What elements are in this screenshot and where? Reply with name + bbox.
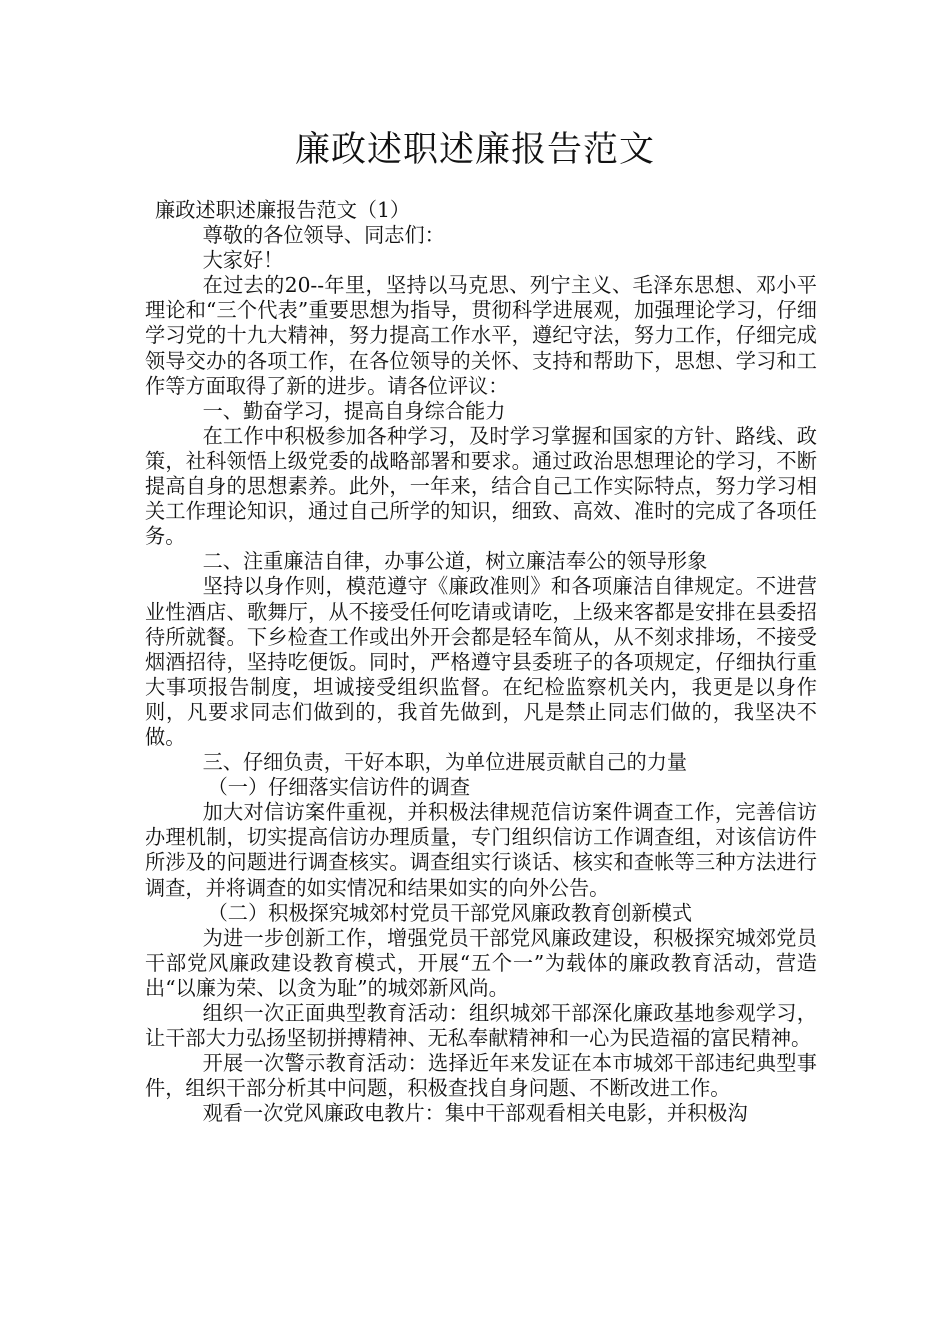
paragraph: 在工作中积极参加各种学习，及时学习掌握和国家的方针、路线、政策，社科领悟上级党委的战略部署和要求。通过政治思想理论的学习，不断提高自身的思想素养。此外，一年来，结合自己工作实际特点，努力学习相关工作理论知识，通过自己所学的知识，细致、高效、准时的完成了各项任务。 [145,423,817,549]
greeting-line: 尊敬的各位领导、同志们： [202,223,445,248]
section-heading: 三、仔细负责，干好本职，为单位进展贡献自己的力量 [202,750,688,775]
paragraph: 为进一步创新工作，增强党员干部党风廉政建设，积极探究城郊党员干部党风廉政建设教育模式，开展“五个一”为载体的廉政教育活动，营造出“以廉为荣、以贪为耻”的城郊新风尚。 [145,925,817,1000]
document-title: 廉政述职述廉报告范文 [294,130,655,170]
paragraph: 开展一次警示教育活动：选择近年来发证在本市城郊干部违纪典型事件，组织干部分析其中问题，积极查找自身问题、不断改进工作。 [145,1051,817,1101]
paragraph: 加大对信访案件重视，并积极法律规范信访案件调查工作，完善信访办理机制，切实提高信访办理质量，专门组织信访工作调查组，对该信访件所涉及的问题进行调查核实。调查组实行谈话、核实和查帐等三种方法进行调查，并将调查的如实情况和结果如实的向外公告。 [145,800,817,900]
section-heading: 一、勤奋学习，提高自身综合能力 [202,398,506,423]
section-heading: 二、注重廉洁自律，办事公道，树立廉洁奉公的领导形象 [202,549,708,574]
paragraph: 观看一次党风廉政电教片：集中干部观看相关电影，并积极沟 [202,1101,748,1126]
subsection-heading: （二）积极探究城郊村党员干部党风廉政教育创新模式 [207,900,693,925]
document-body [145,198,817,1126]
paragraph: 在过去的20--年里，坚持以马克思、列宁主义、毛泽东思想、邓小平理论和“三个代表”重要思想为指导，贯彻科学进展观，加强理论学习，仔细学习党的十九大精神，努力提高工作水平，遵纪守法，努力工作，仔细完成领导交办的各项工作，在各位领导的关怀、支持和帮助下，思想、学习和工作等方面取得了新的进步。请各位评议： [145,273,817,398]
subsection-heading: （一）仔细落实信访件的调查 [207,775,471,800]
hello-line: 大家好！ [202,248,284,273]
paragraph: 组织一次正面典型教育活动：组织城郊干部深化廉政基地参观学习，让干部大力弘扬坚韧拼搏精神、无私奉献精神和一心为民造福的富民精神。 [145,1001,817,1051]
paragraph: 坚持以身作则，模范遵守《廉政准则》和各项廉洁自律规定。不进营业性酒店、歌舞厅，从不接受任何吃请或请吃，上级来客都是安排在县委招待所就餐。下乡检查工作或出外开会都是轻车简从，从不刻求排场，不接受烟酒招待，坚持吃便饭。同时，严格遵守县委班子的各项规定，仔细执行重大事项报告制度，坦诚接受组织监督。在纪检监察机关内，我更是以身作则，凡要求同志们做到的，我首先做到，凡是禁止同志们做的，我坚决不做。 [145,574,817,749]
section-subtitle: 廉政述职述廉报告范文（1） [155,198,411,222]
